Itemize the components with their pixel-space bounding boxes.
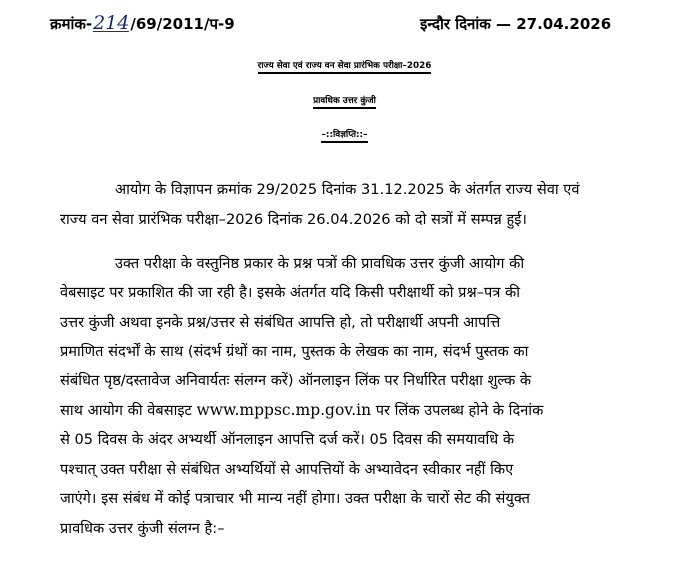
place-date: इन्दौर दिनांक — 27.04.2026 (420, 15, 612, 33)
para2-line4: प्रमाणित संदर्भों के साथ (संदर्भ ग्रंथों का नाम, पुस्तक के लेखक का नाम, संदर्भ पुस्तक का (60, 343, 529, 360)
sub-title-text: प्रावधिक उत्तर कुंजी (313, 96, 376, 109)
para2-line6 (60, 400, 543, 420)
para2-line9: जाएंगे। इस संबंध में कोई पत्राचार भी मान्य नहीं होगा। उक्त परीक्षा के चारों सेट की संयुक्त (60, 490, 530, 507)
para2-line6-end: पर लिंक उपलब्ध होने के दिनांक (371, 402, 544, 419)
para2-line3: उत्तर कुंजी अथवा इनके प्रश्न/उत्तर से संबंधित आपत्ति हो, तो परीक्षार्थी अपनी आपत्ति (60, 314, 501, 331)
para2-line8: पश्चात् उक्त परीक्षा से संबंधित अभ्यर्थियों से आपत्तियों के अभ्यावेदन स्वीकार नहीं किए (60, 461, 514, 478)
main-title-text: राज्य सेवा एवं राज्य वन सेवा प्रारंभिक परीक्षा–2026 (258, 61, 432, 74)
ref-prefix: क्रमांक- (50, 15, 93, 33)
handwritten-number: 214 (93, 12, 130, 34)
para2-line2: वेबसाइट पर प्रकाशित की जा रही है। इसके अंतर्गत यदि किसी परीक्षार्थी को प्रश्न–पत्र की (60, 284, 521, 301)
website-url: www.mppsc.mp.gov.in (196, 401, 372, 419)
para2-line1: उक्त परीक्षा के वस्तुनिष्ठ प्रकार के प्रश्न पत्रों की प्रावधिक उत्तर कुंजी आयोग की (115, 255, 525, 272)
main-title (0, 59, 689, 71)
notice-heading (0, 127, 689, 140)
ref-suffix: /69/2011/प-9 (130, 15, 235, 33)
para2-line10: प्रावधिक उत्तर कुंजी संलग्न है:– (60, 520, 225, 537)
sub-title (0, 94, 689, 106)
para2-line5: संबंधित पृष्ठ/दस्तावेज अनिवार्यतः संलग्न करें) ऑनलाइन लिंक पर निर्धारित परीक्षा शुल्क के (60, 372, 532, 389)
notice-heading-text: –::विज्ञप्ति::– (321, 130, 367, 143)
para1-line2: राज्य वन सेवा प्रारंभिक परीक्षा–2026 दिनांक 26.04.2026 को दो सत्रों में सम्पन्न हुई। (60, 211, 527, 228)
para1-line1: आयोग के विज्ञापन क्रमांक 29/2025 दिनांक 31.12.2025 के अंतर्गत राज्य सेवा एवं (115, 181, 580, 198)
para2-line7: से 05 दिवस के अंदर अभ्यर्थी ऑनलाइन आपत्ति दर्ज करें। 05 दिवस की समयावधि के (60, 431, 515, 448)
para2-line6-start: साथ आयोग की वेबसाइट (60, 402, 197, 419)
reference-number (50, 14, 235, 34)
